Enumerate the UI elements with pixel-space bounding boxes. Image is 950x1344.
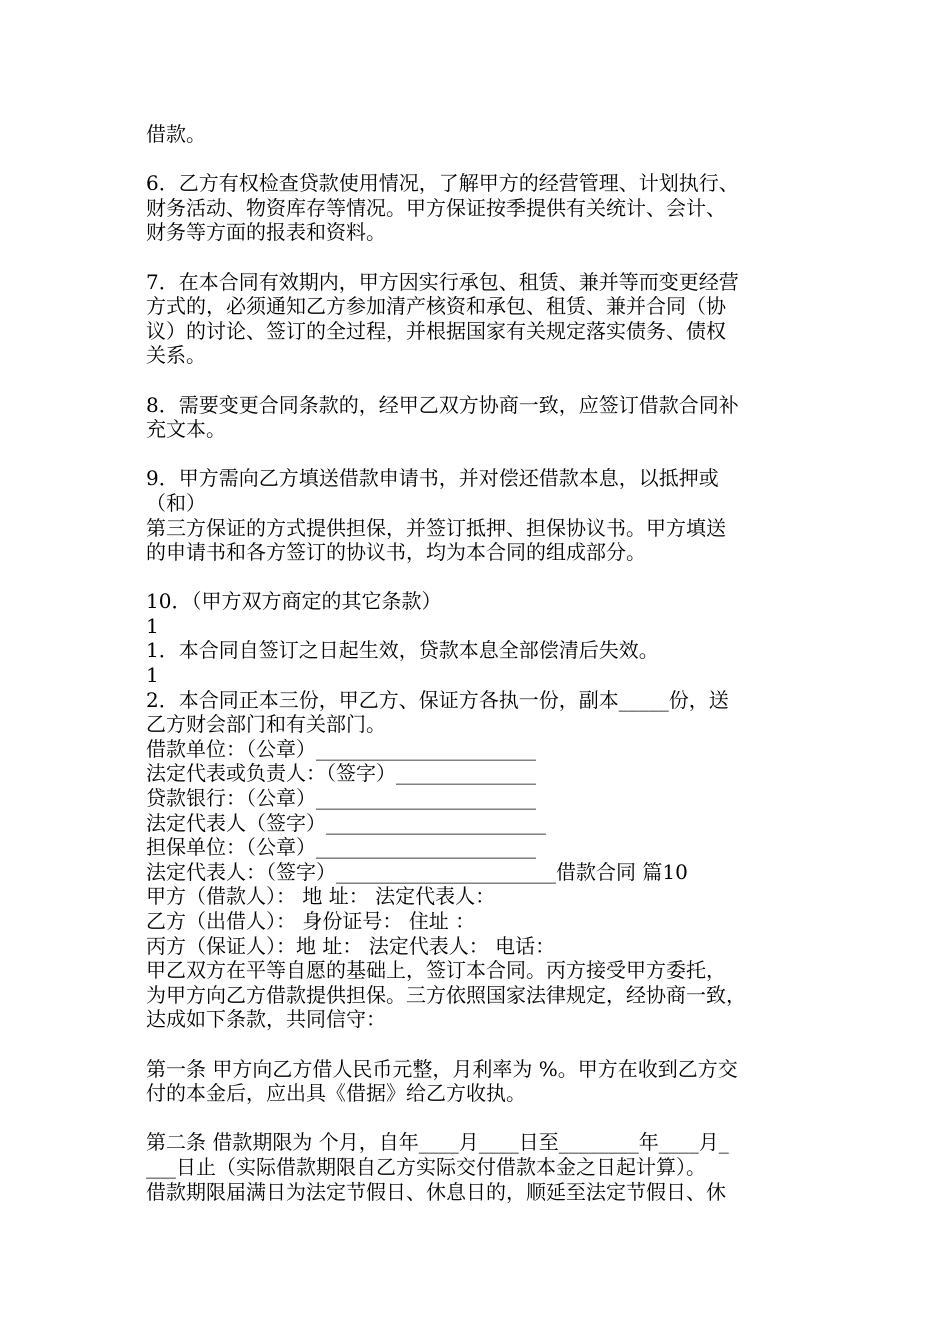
text-line: 为甲方向乙方借款提供担保。三方依照国家法律规定，经协商一致，: [146, 982, 746, 1007]
blank-line: [146, 245, 826, 270]
blank-line: [146, 1032, 826, 1057]
text-line: ___日止（实际借款期限自乙方实际交付借款本金之日起计算）。: [146, 1154, 706, 1179]
text-line: 甲乙双方在平等自愿的基础上，签订本合同。丙方接受甲方委托，: [146, 958, 726, 983]
blank-line: [146, 368, 826, 393]
text-line: 9．甲方需向乙方填送借款申请书，并对偿还借款本息，以抵押或: [146, 466, 719, 491]
document-page: [146, 122, 826, 1204]
text-line: 财务活动、物资库存等情况。甲方保证按季提供有关统计、会计、: [146, 195, 726, 220]
text-line: （和）: [146, 490, 206, 515]
party-line: 丙方（保证人）：地 址： 法定代表人： 电话：: [146, 933, 556, 958]
text-line: 乙方财会部门和有关部门。: [146, 712, 386, 737]
text-line: 议）的讨论、签订的全过程，并根据国家有关规定落实债务、债权: [146, 318, 726, 343]
blank-line: [146, 565, 826, 590]
text-line: 8．需要变更合同条款的，经甲乙双方协商一致，应签订借款合同补: [146, 392, 739, 417]
text-line: 10．（甲方双方商定的其它条款）: [146, 589, 442, 614]
text-line: 借款。: [146, 122, 206, 146]
signature-line: 法定代表人：（签字）______________________借款合同 篇10: [146, 859, 688, 884]
signature-line: 贷款银行：（公章）______________________: [146, 786, 536, 811]
text-line: 第三方保证的方式提供担保，并签订抵押、担保协议书。甲方填送: [146, 515, 726, 540]
text-line: 第一条 甲方向乙方借人民币元整，月利率为 %。甲方在收到乙方交: [146, 1056, 738, 1081]
blank-line: [146, 147, 826, 172]
party-line: 乙方（出借人）： 身份证号： 住址 ：: [146, 909, 476, 933]
text-line: 1．本合同自签订之日起生效，贷款本息全部偿清后失效。: [146, 638, 659, 663]
text-line: 充文本。: [146, 417, 226, 442]
text-line: 方式的，必须通知乙方参加清产核资和承包、租赁、兼并合同（协: [146, 294, 726, 319]
signature-line: 法定代表人（签字）______________________: [146, 810, 546, 835]
text-line: 6．乙方有权检查贷款使用情况，了解甲方的经营管理、计划执行、: [146, 171, 739, 196]
text-line: 7．在本合同有效期内，甲方因实行承包、租赁、兼并等而变更经营: [146, 269, 739, 294]
text-line: 关系。: [146, 343, 206, 368]
text-line: 财务等方面的报表和资料。: [146, 220, 386, 245]
text-line: 付的本金后，应出具《借据》给乙方收执。: [146, 1081, 526, 1106]
signature-line: 借款单位：（公章）______________________: [146, 736, 536, 761]
blank-line: [146, 1106, 826, 1131]
text-line: 2．本合同正本三份，甲乙方、保证方各执一份，副本_____份，送: [146, 687, 729, 712]
text-line: 达成如下条款，共同信守：: [146, 1007, 386, 1032]
text-line: 1: [146, 613, 159, 638]
text-line: 1: [146, 663, 159, 688]
signature-line: 法定代表或负责人：（签字）______________: [146, 761, 536, 786]
text-line: 的申请书和各方签订的协议书，均为本合同的组成部分。: [146, 540, 646, 565]
text-line: 借款期限届满日为法定节假日、休息日的，顺延至法定节假日、休: [146, 1179, 726, 1204]
party-line: 甲方（借款人）： 地 址： 法定代表人：: [146, 884, 496, 909]
signature-line: 担保单位：（公章）______________________: [146, 835, 536, 860]
blank-line: [146, 442, 826, 467]
text-line: 第二条 借款期限为 个月，自年____月____日至________年____月_: [146, 1130, 729, 1155]
